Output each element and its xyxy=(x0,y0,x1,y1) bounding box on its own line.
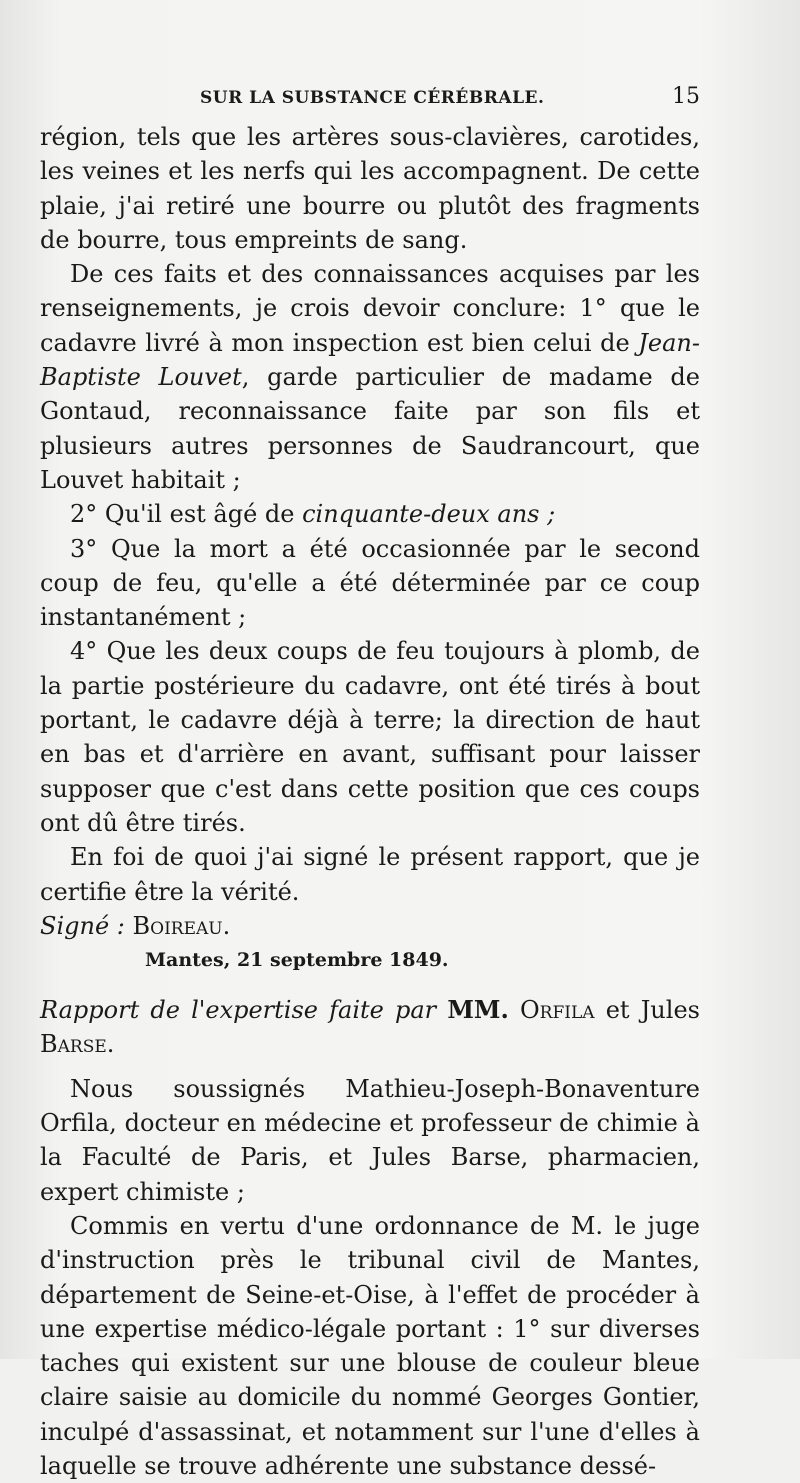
conclusion-text-a: De ces faits et des connaissances acquises par les renseignements, je crois devoir conclure: 1° que le cadavre livré à mon inspection est bien celui de xyxy=(40,260,700,357)
running-title: SUR LA SUBSTANCE CÉRÉBRALE. xyxy=(200,88,545,108)
report-date: Mantes, 21 septembre 1849. xyxy=(145,949,449,972)
paragraph-conclusion xyxy=(40,257,700,497)
age-value: cinquante-deux ans ; xyxy=(302,500,556,529)
heading-orfila: Orfila xyxy=(519,996,595,1025)
paragraph-soussignes: Nous soussignés Mathieu-Joseph-Bonaventure Orfila, docteur en médecine et professeur de chimie à la Faculté de Paris, et Jules Barse, pharmacien, expert chimiste ; xyxy=(40,1074,700,1206)
age-text: 2° Qu'il est âgé de xyxy=(70,500,303,529)
paragraph-cause-of-death: 3° Que la mort a été occasionnée par le second coup de feu, qu'elle a été déterminée par ce coup instantanément ; xyxy=(40,534,700,632)
signature-name: Boireau. xyxy=(132,911,231,940)
section-heading xyxy=(40,993,700,1062)
paragraph-certification: En foi de quoi j'ai signé le présent rapport, que je certifie être la vérité. xyxy=(40,843,700,906)
paragraph-plaie: région, tels que les artères sous-clavières, carotides, les veines et les nerfs qui les accompagnent. De cette plaie, j'ai retiré une bourre ou plutôt des fragments de bourre, tous empreints de sang. xyxy=(40,123,700,254)
heading-mm: MM. xyxy=(447,995,509,1025)
victim-name: Jean-Baptiste Louvet xyxy=(40,328,700,392)
paragraph-shots: 4° Que les deux coups de feu toujours à plomb, de la partie postérieure du cadavre, ont été tirés à bout portant, le cadavre déjà à terre; la direction de haut en bas et d'arrière en avant, suffisant pour laisser supposer que c'est dans cette position que ces coups ont dû être tirés. xyxy=(40,637,700,837)
conclusion-text-b: , garde particulier de madame de Gontaud, reconnaissance faite par son fils et plusieurs autres personnes de Saudrancourt, que Louvet habitait ; xyxy=(40,363,700,494)
signature-label: Signé : xyxy=(40,911,125,940)
paragraph-commis: Commis en vertu d'une ordonnance de M. le juge d'instruction près le tribunal civil de Mantes, département de Seine-et-Oise, à l'effet de procéder à une expertise médico-légale portant : 1° sur diverses taches qui existent sur une blouse de couleur bleue claire saisie au domicile du nommé Georges Gontier, inculpé d'assassinat, et notamment sur l'une d'elles à laquelle se trouve adhérente une substance dessé- xyxy=(40,1211,700,1480)
paragraph-age xyxy=(40,497,700,531)
running-head xyxy=(40,84,700,114)
heading-barse: Barse. xyxy=(40,1030,115,1059)
signature xyxy=(40,909,700,943)
page-number: 15 xyxy=(672,84,700,109)
heading-et: et Jules xyxy=(605,996,700,1025)
heading-italic: Rapport de l'expertise faite par xyxy=(40,996,437,1025)
body-text xyxy=(40,120,700,1483)
